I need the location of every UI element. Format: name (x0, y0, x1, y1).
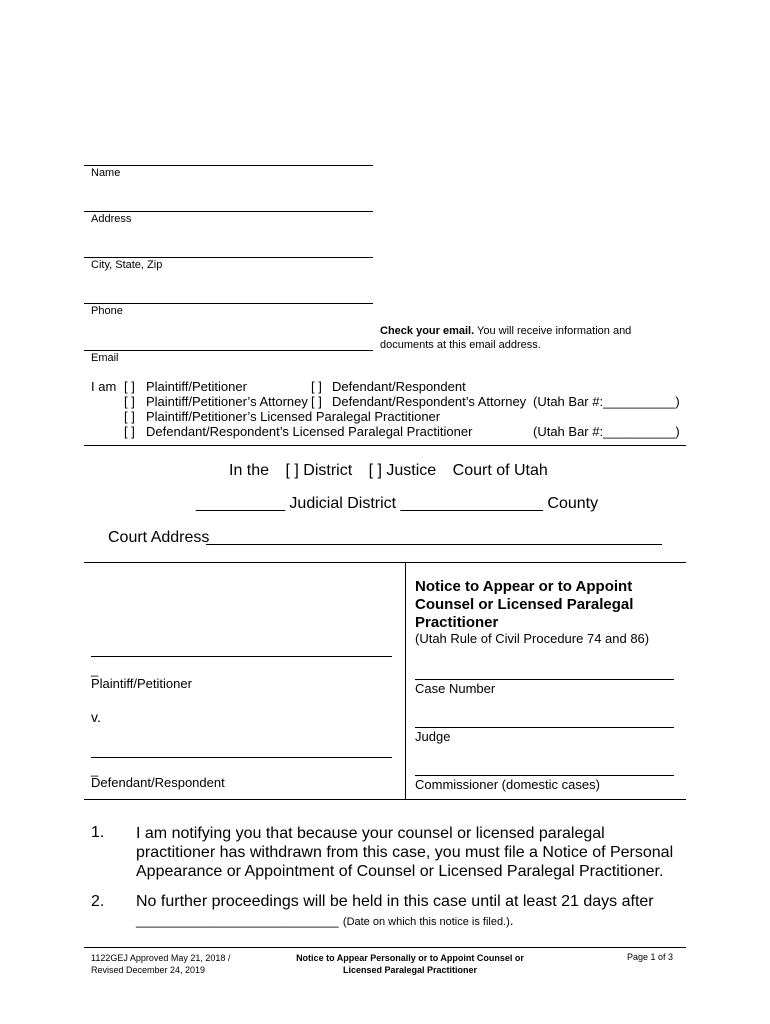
city-state-zip-line[interactable] (84, 257, 373, 258)
versus-text: v. (91, 709, 101, 725)
item-2-text: No further proceedings will be held in this case until at least 21 days after (136, 893, 654, 910)
court-address-line[interactable] (206, 544, 662, 545)
case-number-label: Case Number (415, 681, 496, 696)
name-line[interactable] (84, 165, 373, 166)
city-state-zip-label: City, State, Zip (91, 259, 163, 271)
option-plaintiff-attorney: Plaintiff/Petitioner’s Attorney (146, 394, 308, 409)
item-1-text: I am notifying you that because your counsel or licensed paralegal practitioner has withdrawn from this case, you must file a Notice of Personal Appearance or Appointment of Counsel or Licensed Paralegal Practitioner. (136, 825, 674, 880)
court-line (229, 462, 548, 480)
caption-bottom-border (84, 799, 686, 800)
footer-form-id (91, 952, 230, 976)
option-defendant-attorney: Defendant/Respondent’s Attorney (332, 394, 527, 409)
email-note-bold: Check your email. (380, 325, 475, 337)
plaintiff-line[interactable] (91, 656, 392, 657)
commissioner-line[interactable] (415, 775, 674, 776)
court-of-utah-text: Court of Utah (452, 462, 548, 479)
address-line[interactable] (84, 211, 373, 212)
option-plaintiff-lpp: Plaintiff/Petitioner’s Licensed Paralegal Practitioner (146, 409, 441, 424)
caption-top-border (84, 562, 686, 563)
footer-divider (84, 947, 686, 948)
footer-title-line-1: Notice to Appear Personally or to Appoint Counsel or (296, 953, 524, 963)
court-address-label: Court Address (108, 529, 210, 546)
case-number-line[interactable] (415, 679, 674, 680)
email-note-rest: You will receive information and documents at this email address. (380, 325, 632, 351)
option-defendant: Defendant/Respondent (332, 379, 466, 394)
utah-bar-number-1[interactable]: (Utah Bar #:__________) (533, 394, 680, 409)
checkbox-defendant[interactable]: [ ] (311, 379, 322, 394)
plaintiff-label: Plaintiff/Petitioner (91, 676, 192, 691)
address-label: Address (91, 213, 132, 225)
date-note-end: . (509, 913, 514, 928)
item-2-number: 2. (91, 893, 105, 910)
item-2-date-line (136, 912, 513, 930)
defendant-underscore: _ (91, 762, 99, 777)
phone-line[interactable] (84, 303, 373, 304)
notice-title: Notice to Appear or to Appoint Counsel or Licensed Paralegal Practitioner (415, 578, 634, 631)
checkbox-plaintiff-attorney[interactable]: [ ] (124, 394, 135, 409)
item-1-number: 1. (91, 824, 105, 841)
date-blank[interactable]: ____________________________ (136, 913, 339, 928)
footer-approved: 1122GEJ Approved May 21, 2018 / (91, 953, 231, 963)
plaintiff-underscore: _ (91, 662, 99, 677)
caption-divider (405, 562, 406, 799)
section-divider-top (84, 445, 686, 446)
i-am-lead: I am (91, 379, 117, 394)
footer-title (268, 952, 552, 976)
checkbox-defendant-attorney[interactable]: [ ] (311, 394, 322, 409)
notice-rule: (Utah Rule of Civil Procedure 74 and 86) (415, 631, 650, 646)
defendant-label: Defendant/Respondent (91, 775, 225, 790)
email-line[interactable] (84, 350, 373, 351)
justice-checkbox[interactable]: [ ] Justice (368, 462, 437, 479)
checkbox-plaintiff[interactable]: [ ] (124, 379, 135, 394)
commissioner-label: Commissioner (domestic cases) (415, 777, 600, 792)
date-note: (Date on which this notice is filed.) (342, 916, 510, 928)
footer-title-line-2: Licensed Paralegal Practitioner (342, 965, 478, 975)
district-checkbox[interactable]: [ ] District (285, 462, 353, 479)
utah-bar-number-2[interactable]: (Utah Bar #:__________) (533, 424, 680, 439)
defendant-line[interactable] (91, 757, 392, 758)
judge-label: Judge (415, 729, 451, 744)
checkbox-plaintiff-lpp[interactable]: [ ] (124, 409, 135, 424)
phone-label: Phone (91, 305, 123, 317)
option-defendant-lpp: Defendant/Respondent’s Licensed Paralegal Practitioner (146, 424, 473, 439)
judge-line[interactable] (415, 727, 674, 728)
checkbox-defendant-lpp[interactable]: [ ] (124, 424, 135, 439)
in-the-text: In the (229, 462, 270, 479)
email-note (380, 324, 650, 352)
footer-revised: Revised December 24, 2019 (91, 965, 206, 975)
name-label: Name (91, 167, 121, 179)
email-label: Email (91, 352, 119, 364)
option-plaintiff: Plaintiff/Petitioner (146, 379, 247, 394)
judicial-district-line[interactable]: __________ Judicial District ________________ County (196, 495, 599, 512)
footer-page-number: Page 1 of 3 (627, 952, 674, 962)
